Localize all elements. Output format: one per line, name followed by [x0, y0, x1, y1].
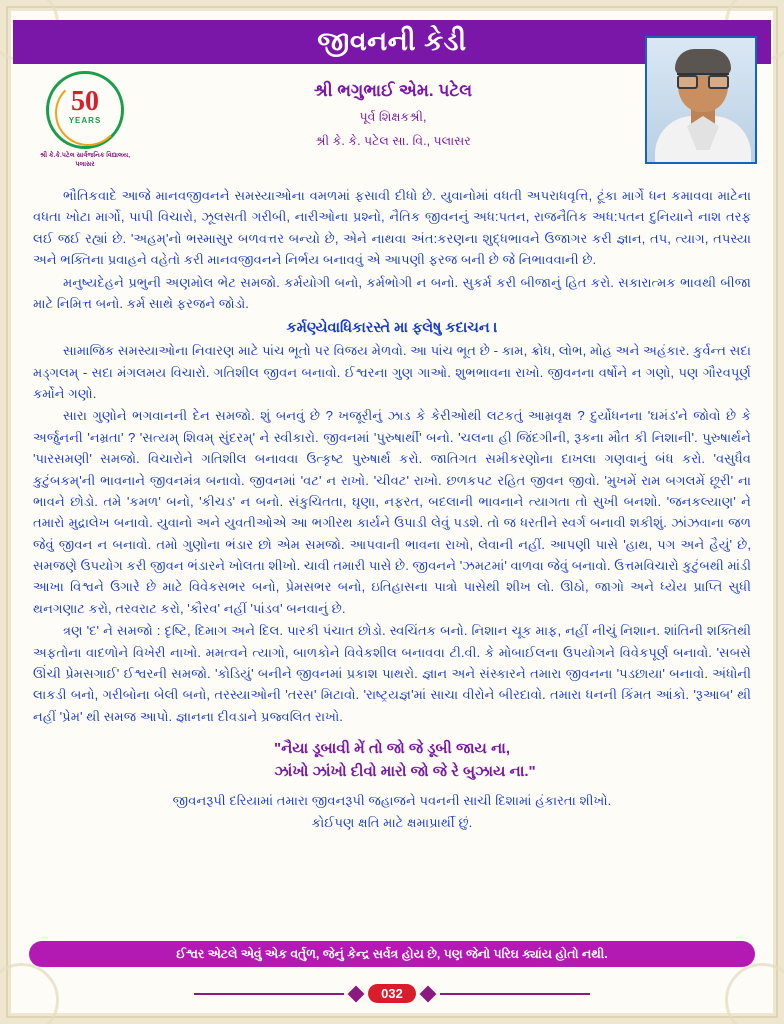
- author-role: પૂર્વ શિક્ષકશ્રી,: [359, 110, 427, 124]
- portrait-glasses-right-lens: [708, 75, 729, 89]
- page-title: જીવનની કેડી: [317, 26, 467, 56]
- logo-caption: શ્રી કે.કે.પટેલ સાર્વજનિક વિદ્યાલય, પલાસર: [40, 152, 130, 168]
- closing-line: જીવનરૂપી દરિયામાં તમારા જીવનરૂપી જહાજને પવનની સાચી દિશામાં હંકારતા શીખો.: [172, 792, 612, 808]
- logo-circle: [46, 71, 124, 149]
- logo-years-label: YEARS: [68, 116, 102, 125]
- paragraph: ભૌતિકવાદે આજે માનવજીવનને સમસ્યાઓના વમળમાં ફસાવી દીધો છે. યુવાનોમાં વધતી અપરાધવૃત્તિ, ટૂંકા માર્ગે ધન કમાવવા માટેના વધતા ખોટા માર્ગો, પાપી વિચારો, ઝૂલસતી ગરીબી, નારીઓના પ્રશ્નો, નૈતિક જીવનનું અધ:પતન, રાજનૈતિક અધ:પતન દુનિયાને નાશ તરફ લઈ જઈ રહ્યાં છે. 'અહમ્'નો ભસ્માસુર બળવત્તર બન્યો છે, એને નાથવા અંત:કરણના શુદ્ધભાવને ઉજાગર કરી જ્ઞાન, તપ, ત્યાગ, તપસ્યા અને ભક્તિના પ્રવાહને વહેતો કરી માનવજીવનને નિર્ભય બનાવવું એ આપણી ફરજ બની છે જે નિભાવવાની છે.: [33, 188, 751, 268]
- sanskrit-verse-quote: કર્મણ્યેવાધિકારસ્તે મા ફલેષુ કદાચન ।: [286, 320, 498, 337]
- paragraph: સારા ગુણોને ભગવાનની દેન સમજો. શું બનવું છે ? ખજૂરીનું ઝાડ કે કેરીઓથી લટકતું આમ્રવૃક્ષ ? દુર્યોધનના 'ઘમંડ'ને જોવો છે કે અર્જુનની 'નમ્રતા' ? 'સત્યમ્ શિવમ્ સુંદરમ્' ને સ્વીકારો. જીવનમાં 'પુરુષાર્થી' બનો. 'ચલના હી જિંદગીની, રૂકના મૌત કી નિશાની'. પુરુષાર્થને 'પારસમણી' સમજો. વિચારોને ગતિશીલ બનાવવા ઉત્કૃષ્ટ પુરુષાર્થ કરો. જાતિગત સમીકરણોના દાખલા ગણવાનું બંધ કરો. 'વસુધૈવ કુટુંબકમ્'ની ભાવનાને જીવનમંત્ર બનાવો. જીવનમાં 'વટ' ન રાખો. 'ચીવટ' રાખો. છળકપટ રહિત જીવન જીવો. 'મુખમેં રામ બગલમેં છૂરી' ના ભાવને છોડો. તમે 'કમળ' બનો, 'કીચડ' ન બનો. સંકુચિતતા, ઘૃણા, નફરત, બદલાની ભાવનાને ત્યાગતા તો સુખી બનશો. 'જનકલ્યાણ' ને તમારો મુદ્રાલેખ બનાવો. યુવાનો અને યુવતીઓએ આ ભગીરથ કાર્યને ઉપાડી લેવું પડશે. તો જ ધરતીને સ્વર્ગ બનાવી શકીશું. ઝાંઝવાના જળ જેવું જીવન ન બનાવો. તમો ગુણોના ભંડાર છો એમ સમજો. આપવાની ભાવના રાખો, લેવાની નહીં. આપણી પાસે 'હાથ, પગ અને હૈયું' છે, સમજણે ઉપયોગ કરી જીવન ભંડારને ખોલતા શીખો. ચાવી તમારી પાસે છે. જીવનને 'ઝમટમાં' વાળવા જેવું બનાવો. ઉત્તમવિચારો કુટુંબથી માંડી આખા વિશ્વને ઉગારે છે માટે વિવેકસભર બનો, પ્રેમસભર બનો, ઇતિહાસના પાત્રો પાસેથી શીખ લો. ઊઠો, જાગો અને ધ્યેય પ્રાપ્તિ સુધી થનગણાટ કરો, તરવરાટ કરો, 'કૌરવ' નહીં 'પાંડવ' બનવાનું છે.: [33, 408, 752, 616]
- portrait-glasses-left-lens: [677, 75, 698, 89]
- page-number-rule-left: [194, 993, 344, 995]
- author-place: શ્રી કે. કે. પટેલ સા. વિ., પલાસર: [315, 134, 471, 148]
- author-portrait-photo: [645, 36, 757, 164]
- apology-line: કોઈપણ ક્ષતિ માટે ક્ષમાપ્રાર્થી છું.: [311, 814, 473, 830]
- page-number-rule-right: [440, 993, 590, 995]
- poem-line-2: ઝાંખો ઝાંખો દીવો મારો જો જે રે બુઝાય ના.": [274, 763, 536, 781]
- diamond-ornament-right: [419, 985, 436, 1002]
- paragraph: મનુષ્યદેહને પ્રભુની અણમોલ ભેટ સમજો. કર્મયોગી બનો, કર્મભોગી ન બનો. સુકર્મ કરી બીજાનું હિત કરો. સકારાત્મક ભાવથી બીજા માટે નિમિત્ત બનો. કર્મ સાથે ફરજને જોડો.: [33, 274, 751, 311]
- author-name: શ્રી ભગુભાઈ એમ. પટેલ: [313, 81, 473, 100]
- poem-block: [33, 737, 751, 784]
- footer-quote: ઈશ્વર એટલે એવું એક વર્તુળ, જેનું કેન્દ્ર સર્વત્ર હોય છે, પણ જેનો પરિઘ ક્યાંય હોતો નથી.: [176, 946, 608, 961]
- page-number-row: [13, 984, 771, 1003]
- paragraph: ત્રણ 'દ' ને સમજો : દૃષ્ટિ, દિમાગ અને દિલ. પારકી પંચાત છોડો. સ્વચિંતક બનો. નિશાન ચૂક માફ, નહીં નીચું નિશાન. શાંતિની શક્તિથી અફતોના વાદળોને વિખેરી નાખો. મમત્વને ત્યાગો, બાળકોને વિવેકશીલ બનાવવા ટી.વી. કે મોબાઈલના ઉપયોગને વિવેકપૂર્ણ બનાવો. 'સબસે ઊંચી પ્રેમસગાઈ' ઈશ્વરની સમજો. 'કોડિયું' બનીને જીવનમાં પ્રકાશ પાથરો. જ્ઞાન અને સંસ્કારને તમારા જીવનના 'પડછાયા' બનાવો. અંધોની લાકડી બનો, ગરીબોના બેલી બનો, તરસ્યાઓની 'તરસ' મિટાવો. 'રાષ્ટ્રયજ્ઞ'માં સાચા વીરોને બીરદાવો. તમારા ધનની કિંમત આંકો. 'રૂઆબ' થી નહીં 'પ્રેમ' થી સમજ આપો. જ્ઞાનના દીવડાને પ્રજ્વલિત રાખો.: [33, 623, 751, 724]
- school-logo: [35, 71, 135, 171]
- logo-anniversary-number: 50: [71, 86, 99, 117]
- poem-line-1: "નૈયા ડૂબાવી મેં તો જો જે ડૂબી જાય ના,: [273, 740, 510, 757]
- footer-quote-banner: [29, 941, 755, 967]
- diamond-ornament-left: [348, 985, 365, 1002]
- page-number: 032: [368, 984, 416, 1003]
- paragraph: સામાજિક સમસ્યાઓના નિવારણ માટે પાંચ ભૂતો પર વિજય મેળવો. આ પાંચ ભૂત છે - કામ, ક્રોધ, લોભ, મોહ અને અહંકાર. કુર્વન્ત સદા મડ્ગલમ્ - સદા મંગલમય વિચારો. ગતિશીલ જીવન બનાવો. ઈશ્વરના ગુણ ગાઓ. શુભભાવના રાખો. જીવનના વર્ષોને ન ગણો, પણ ગૌરવપૂર્ણ કર્મોને ગણો.: [33, 343, 751, 401]
- portrait-hair: [675, 49, 731, 75]
- portrait-glasses-icon: [677, 73, 729, 87]
- author-block: [193, 81, 593, 149]
- article-body: [33, 185, 751, 834]
